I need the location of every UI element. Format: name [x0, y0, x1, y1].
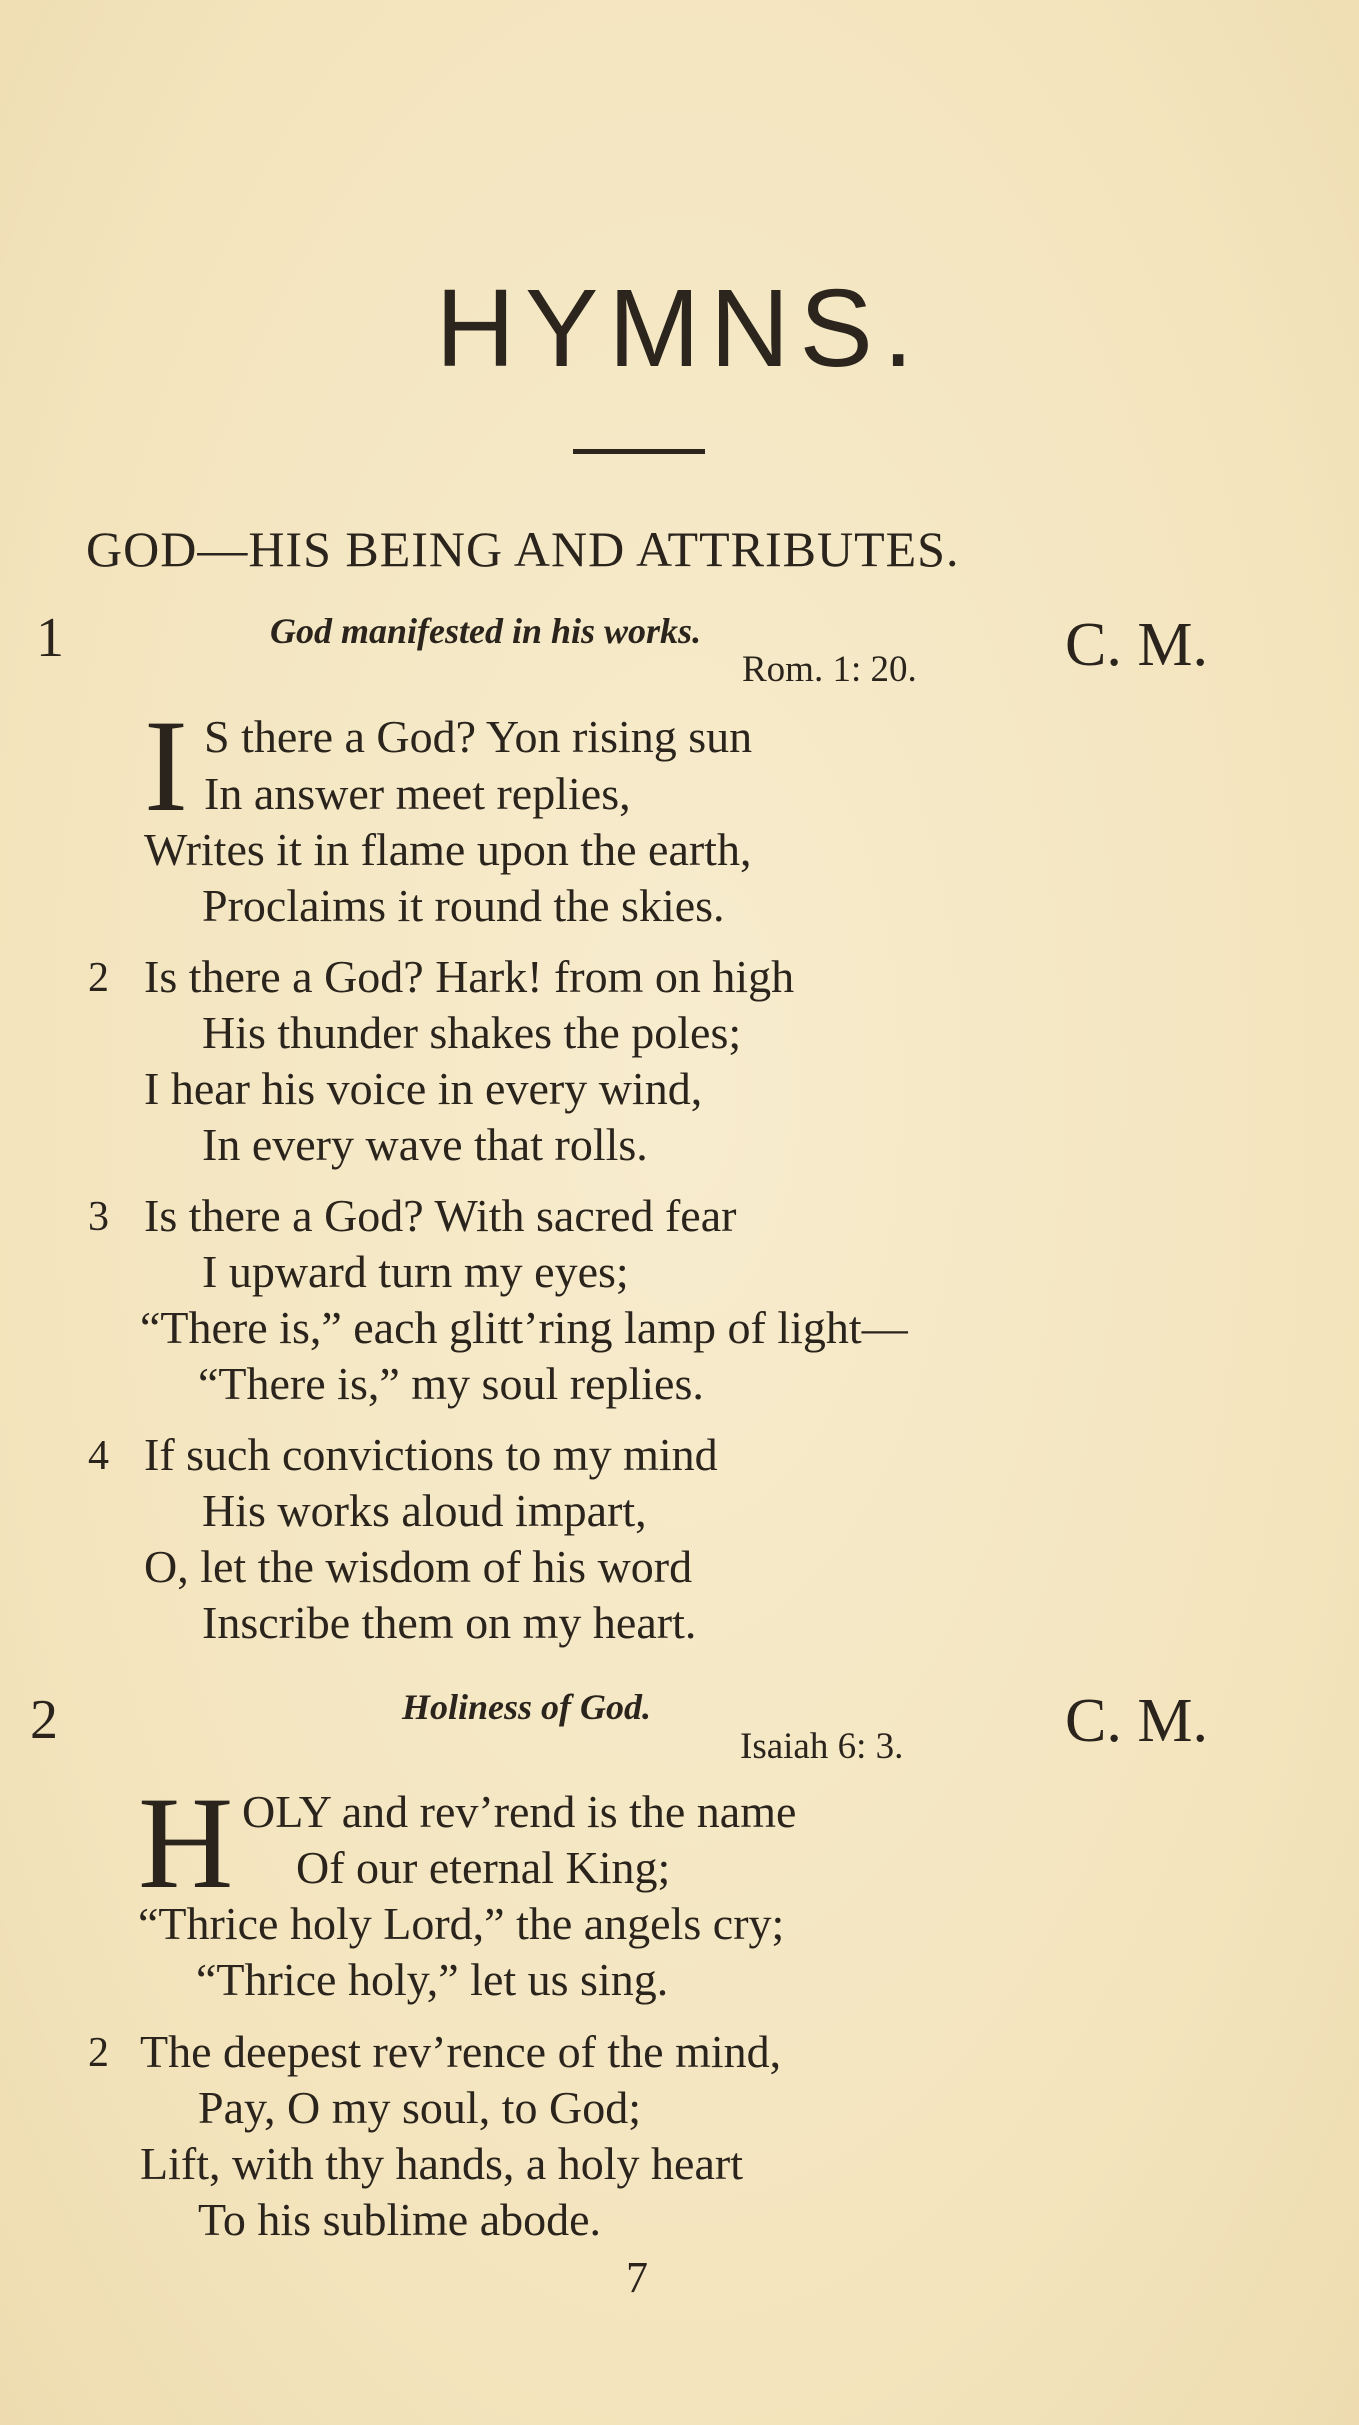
verse-line: I hear his voice in every wind,: [144, 1063, 703, 1114]
verse-line: Inscribe them on my heart.: [202, 1597, 697, 1648]
verse-line: “There is,” my soul replies.: [198, 1358, 704, 1409]
verse-line: I upward turn my eyes;: [202, 1246, 629, 1297]
verse-line: In every wave that rolls.: [202, 1119, 648, 1170]
verse-number: 2: [88, 2030, 109, 2076]
verse-line: Is there a God? Hark! from on high: [144, 951, 795, 1002]
verse-line: “There is,” each glitt’ring lamp of light—: [140, 1302, 908, 1353]
verse-line: His thunder shakes the poles;: [202, 1007, 742, 1058]
verse-line: Proclaims it round the skies.: [202, 880, 725, 931]
verse-line: Of our eternal King;: [296, 1842, 671, 1893]
verse-line: Pay, O my soul, to God;: [198, 2082, 641, 2133]
section-heading: GOD—HIS BEING AND ATTRIBUTES.: [86, 521, 960, 577]
verse-line: Writes it in flame upon the earth,: [144, 824, 752, 875]
verse-line: If such convictions to my mind: [144, 1429, 718, 1480]
verse-line: To his sublime abode.: [198, 2194, 602, 2245]
page-title: HYMNS.: [435, 267, 924, 390]
verse-number: 4: [88, 1433, 109, 1479]
hymn-number: 2: [30, 1689, 58, 1751]
verse-number: 2: [88, 955, 109, 1001]
meter: C. M.: [1065, 1687, 1208, 1755]
verse-line: “Thrice holy,” let us sing.: [196, 1954, 669, 2005]
verse-line: His works aloud impart,: [202, 1485, 647, 1536]
title-rule: [573, 449, 705, 454]
page-number: 7: [626, 2253, 648, 2302]
drop-cap: I: [144, 692, 188, 839]
drop-cap: H: [138, 1769, 234, 1916]
verse-line: Lift, with thy hands, a holy heart: [140, 2138, 743, 2189]
verse-line: O, let the wisdom of his word: [144, 1541, 693, 1592]
scripture-reference: Rom. 1: 20.: [742, 649, 917, 690]
verse-line: S there a God? Yon rising sun: [204, 711, 753, 762]
scripture-reference: Isaiah 6: 3.: [740, 1726, 904, 1767]
hymn-number: 1: [36, 607, 64, 669]
verse-line: Is there a God? With sacred fear: [144, 1190, 737, 1241]
hymn-title: Holiness of God.: [402, 1687, 652, 1727]
verse-line: “Thrice holy Lord,” the angels cry;: [138, 1898, 785, 1949]
verse-line: The deepest rev’rence of the mind,: [140, 2026, 782, 2077]
hymn-title: God manifested in his works.: [270, 611, 702, 651]
meter: C. M.: [1065, 611, 1208, 679]
verse-line: In answer meet replies,: [204, 768, 631, 819]
verse-line: OLY and rev’rend is the name: [242, 1786, 797, 1837]
verse-number: 3: [88, 1194, 109, 1240]
